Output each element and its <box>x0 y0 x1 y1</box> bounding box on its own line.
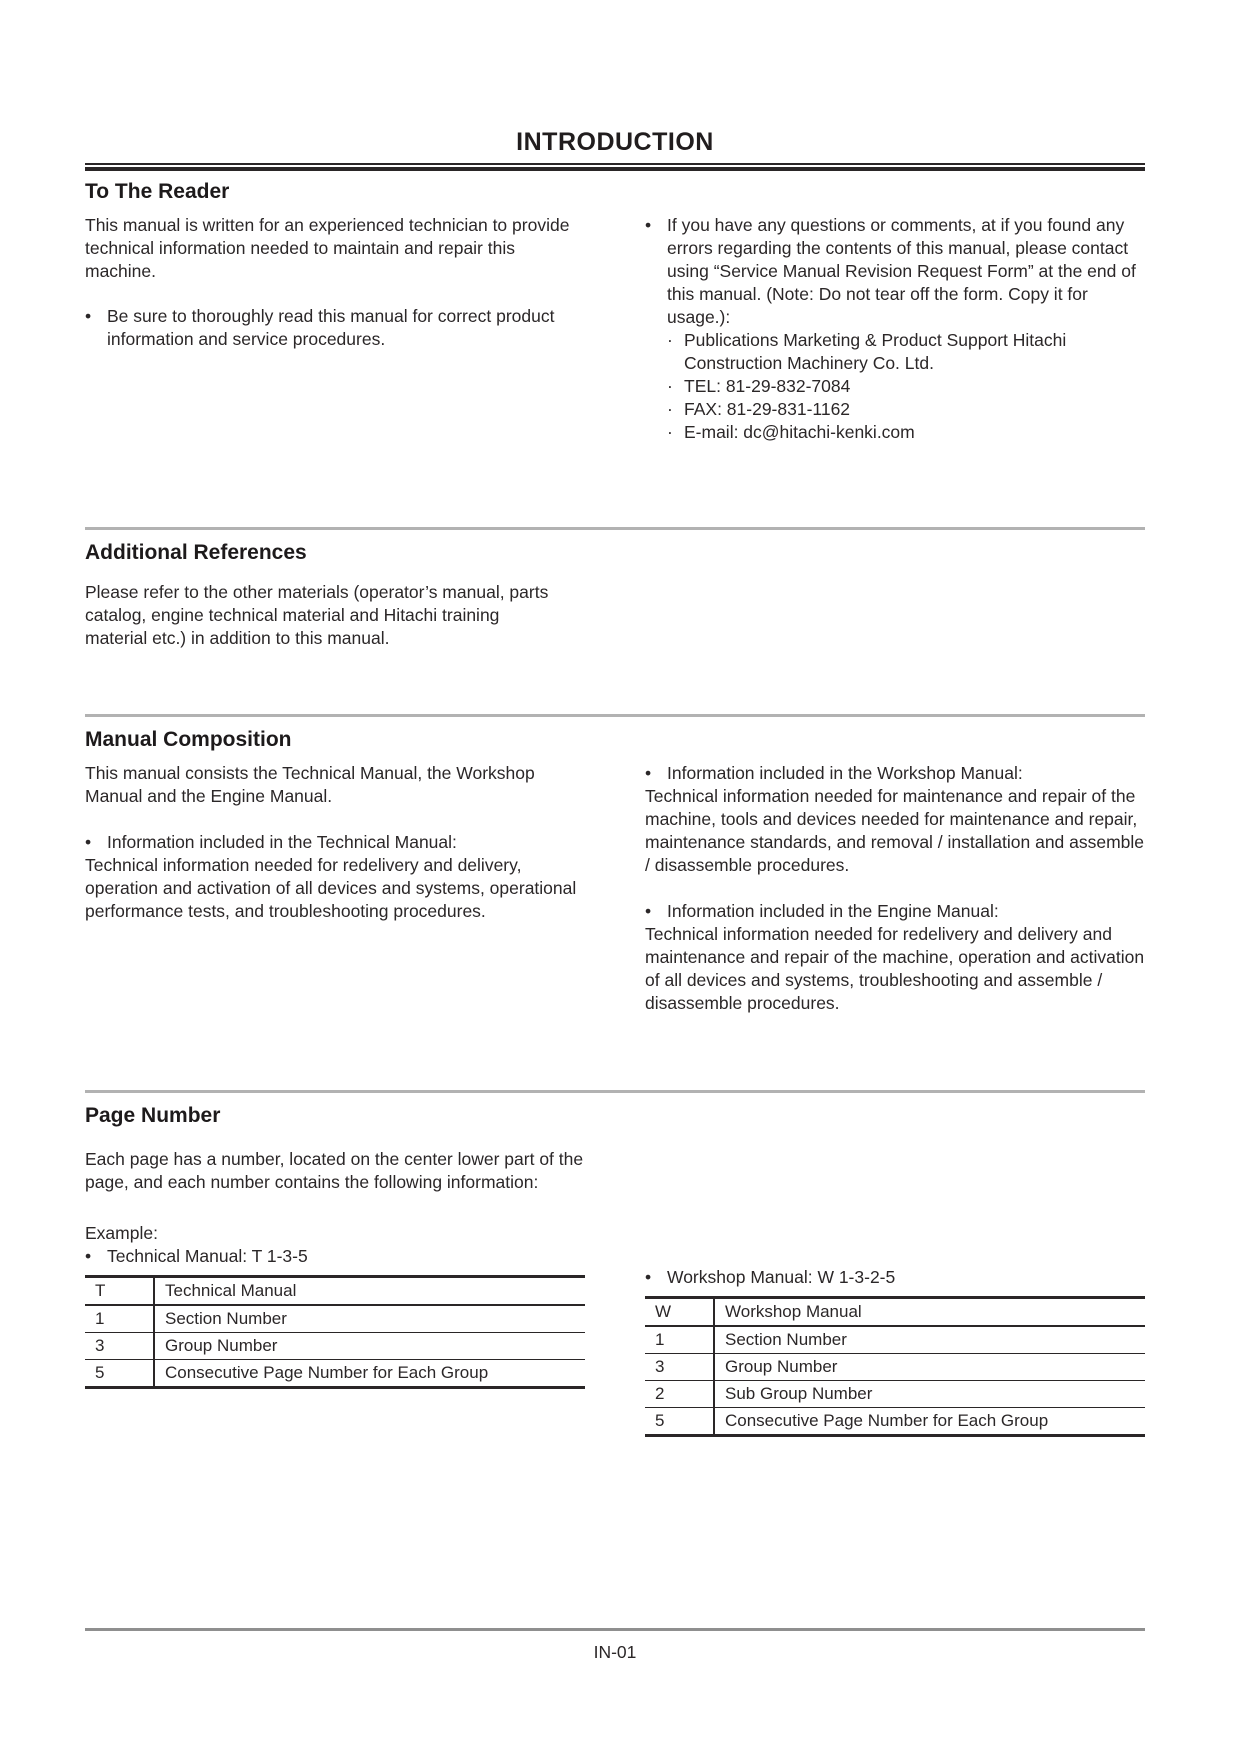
bullet-icon: • <box>85 306 92 326</box>
table-desc-cell: Consecutive Page Number for Each Group <box>725 1411 1049 1430</box>
section-heading-additional-references: Additional References <box>85 541 307 564</box>
bullet-text: Information included in the Technical Manual: <box>107 832 457 852</box>
sub-bullet-icon: · <box>667 330 673 350</box>
bullet-item-technical-manual <box>85 831 585 854</box>
page-footer: IN-01 <box>593 1642 637 1662</box>
table-desc-cell: Section Number <box>154 1305 585 1333</box>
bullet-text: Information included in the Workshop Manual: <box>667 763 1023 783</box>
table-desc-cell: Workshop Manual <box>714 1298 1145 1327</box>
table-code-cell: 3 <box>645 1354 714 1381</box>
table-row <box>645 1408 1145 1436</box>
paragraph-composition-intro: This manual consists the Technical Manual, the Workshop Manual and the Engine Manual. <box>85 763 535 806</box>
page-title: INTRODUCTION <box>516 128 714 156</box>
bullet-item-questions <box>645 214 1145 329</box>
sub-bullet-text: FAX: 81-29-831-1162 <box>684 399 851 419</box>
table-desc-cell: Group Number <box>714 1354 1145 1381</box>
paragraph-workshop-manual: Technical information needed for maintenance and repair of the machine, tools and devices needed for maintenance and repair, maintenance standards, and removal / installation and assemble / disassemble procedures. <box>645 786 1145 875</box>
title-double-rule <box>85 163 1145 171</box>
paragraph-intro: This manual is written for an experienced technician to provide technical information needed to maintain and repair this machine. <box>85 215 570 281</box>
bullet-item-read-manual <box>85 305 585 351</box>
title-rule-thick-line <box>85 167 1145 171</box>
sub-bullet-item-email <box>645 421 1145 444</box>
page-number-right-column <box>645 1148 1145 1437</box>
table-row <box>645 1381 1145 1408</box>
table-desc-cell: Sub Group Number <box>714 1381 1145 1408</box>
table-row <box>85 1277 585 1306</box>
paragraph-technical-manual: Technical information needed for redelivery and delivery, operation and activation of all devices and systems, operational performance tests, and troubleshooting procedures. <box>85 855 577 921</box>
table-row <box>645 1354 1145 1381</box>
table-row <box>645 1298 1145 1327</box>
sub-bullet-item-publications <box>645 329 1145 375</box>
manual-composition-right-column <box>645 762 1145 1015</box>
sub-bullet-text: Publications Marketing & Product Support Hitachi Construction Machinery Co. Ltd. <box>684 330 1067 373</box>
sub-bullet-icon: · <box>667 399 673 419</box>
to-the-reader-right-column <box>645 214 1145 444</box>
table-desc-cell: Section Number <box>714 1326 1145 1354</box>
bullet-icon: • <box>645 1267 652 1287</box>
section-heading-to-the-reader: To The Reader <box>85 180 230 203</box>
example-label: Example: <box>85 1223 158 1243</box>
table-code-cell: 1 <box>85 1305 154 1333</box>
table-row <box>85 1333 585 1360</box>
sub-bullet-item-fax <box>645 398 1145 421</box>
table-desc-cell: Group Number <box>154 1333 585 1360</box>
bullet-item-workshop-example <box>645 1266 1145 1289</box>
bullet-item-engine-manual <box>645 900 1145 923</box>
section-divider <box>85 527 1145 530</box>
bullet-item-technical-example <box>85 1245 585 1268</box>
table-row <box>85 1360 585 1388</box>
sub-bullet-icon: · <box>667 376 673 396</box>
bullet-icon: • <box>85 832 92 852</box>
table-row <box>645 1326 1145 1354</box>
technical-page-number-table <box>85 1275 585 1389</box>
footer-rule <box>85 1628 1145 1631</box>
paragraph-engine-manual: Technical information needed for redelivery and delivery and maintenance and repair of the machine, operation and activation of all devices and systems, troubleshooting and assemble / disassemble procedures. <box>645 924 1145 1013</box>
table-code-cell: 2 <box>645 1381 714 1408</box>
bullet-text: If you have any questions or comments, at if you found any errors regarding the contents of this manual, please contact using “Service Manual Revision Request Form” at the end of this manual. (Note: Do not tear off the form. Copy it for usage.): <box>667 215 1136 327</box>
workshop-example-block <box>645 1266 1145 1437</box>
bullet-text: Be sure to thoroughly read this manual for correct product information and service procedures. <box>107 306 555 349</box>
section-divider <box>85 714 1145 717</box>
table-code-cell: 5 <box>85 1360 154 1388</box>
table-code-cell: T <box>85 1277 154 1306</box>
bullet-text: Workshop Manual: W 1-3-2-5 <box>667 1267 896 1287</box>
to-the-reader-left-column <box>85 214 585 351</box>
bullet-icon: • <box>645 763 652 783</box>
bullet-text: Technical Manual: T 1-3-5 <box>107 1246 308 1266</box>
manual-composition-body <box>85 762 1145 1015</box>
table-code-cell: W <box>645 1298 714 1327</box>
to-the-reader-body <box>85 214 1145 444</box>
section-divider <box>85 1090 1145 1093</box>
sub-bullet-text: E-mail: dc@hitachi-kenki.com <box>684 422 915 442</box>
workshop-page-number-table <box>645 1296 1145 1437</box>
page-number-left-column <box>85 1148 585 1389</box>
paragraph-page-number: Each page has a number, located on the center lower part of the page, and each number contains the following information: <box>85 1149 584 1192</box>
table-code-cell: 5 <box>645 1408 714 1436</box>
paragraph-additional-references: Please refer to the other materials (operator’s manual, parts catalog, engine technical material and Hitachi training material etc.) in addition to this manual. <box>85 582 549 648</box>
table-row <box>85 1305 585 1333</box>
sub-bullet-icon: · <box>667 422 673 442</box>
table-desc-cell: Consecutive Page Number for Each Group <box>165 1363 489 1382</box>
bullet-item-workshop-manual <box>645 762 1145 785</box>
bullet-icon: • <box>645 901 652 921</box>
section-heading-page-number: Page Number <box>85 1104 221 1127</box>
sub-bullet-item-tel <box>645 375 1145 398</box>
section-heading-manual-composition: Manual Composition <box>85 728 292 751</box>
sub-bullet-text: TEL: 81-29-832-7084 <box>684 376 851 396</box>
bullet-icon: • <box>85 1246 92 1266</box>
table-desc-cell: Technical Manual <box>154 1277 585 1306</box>
table-code-cell: 3 <box>85 1333 154 1360</box>
page-number-body <box>85 1148 1145 1437</box>
table-code-cell: 1 <box>645 1326 714 1354</box>
bullet-icon: • <box>645 215 652 235</box>
bullet-text: Information included in the Engine Manual: <box>667 901 999 921</box>
manual-composition-left-column <box>85 762 585 923</box>
